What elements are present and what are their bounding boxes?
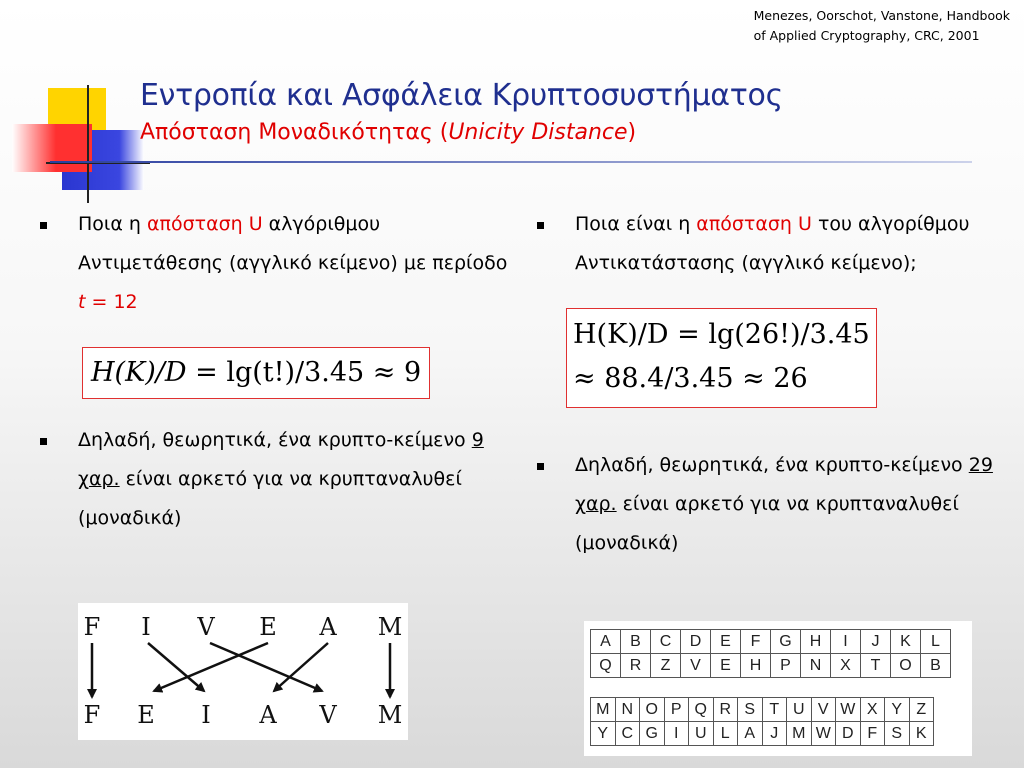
right-formula-line-1: H(K)/D = lg(26!)/3.45 xyxy=(573,319,870,350)
right-formula xyxy=(566,308,877,408)
top-letter-2: I xyxy=(141,613,151,641)
right-a-underlined: 29 χαρ. xyxy=(575,454,993,515)
substitution-table-1 xyxy=(590,629,951,678)
left-formula-lhs: H(K)/D xyxy=(91,357,187,388)
table-cell: E xyxy=(711,654,741,678)
table-cell: O xyxy=(640,698,665,722)
left-a-post: είναι αρκετό για να κρυπταναλυθεί (μοναδικά) xyxy=(78,468,462,529)
left-q-pre: Ποια η xyxy=(78,213,147,235)
table-cell: A xyxy=(591,630,621,654)
table-cell: I xyxy=(664,722,689,746)
table-cell: H xyxy=(801,630,831,654)
table-cell: L xyxy=(921,630,951,654)
arrow-i xyxy=(148,643,204,691)
table-cell: W xyxy=(836,698,861,722)
table-cell: P xyxy=(664,698,689,722)
table-cell: R xyxy=(713,698,738,722)
top-letter-3: V xyxy=(197,613,215,641)
table-cell: Q xyxy=(591,654,621,678)
table-cell: M xyxy=(591,698,616,722)
left-q-highlight: απόσταση U xyxy=(147,213,263,235)
left-column xyxy=(40,205,520,538)
right-a-pre: Δηλαδή, θεωρητικά, ένα κρυπτο-κείμενο xyxy=(575,454,969,476)
table-cell: I xyxy=(831,630,861,654)
table-cell: C xyxy=(615,722,640,746)
table-cell: X xyxy=(831,654,861,678)
table-row xyxy=(591,698,934,722)
top-letter-1: F xyxy=(83,613,101,641)
bottom-letter-5: V xyxy=(319,701,337,729)
left-formula xyxy=(82,347,430,399)
top-letter-4: E xyxy=(259,613,277,641)
table-cell: J xyxy=(762,722,787,746)
table-cell: B xyxy=(621,630,651,654)
table-cell: U xyxy=(689,722,714,746)
substitution-table-2 xyxy=(590,697,934,746)
table-cell: W xyxy=(811,722,836,746)
arrow-a xyxy=(274,643,328,691)
right-formula-line-2: ≈ 88.4/3.45 ≈ 26 xyxy=(573,363,808,394)
table-cell: O xyxy=(891,654,921,678)
left-q-t-value: = 12 xyxy=(85,291,138,313)
slide-title: Εντροπία και Ασφάλεια Κρυπτοσυστήματος xyxy=(140,78,783,113)
transposition-diagram xyxy=(78,603,408,740)
substitution-figure xyxy=(584,621,972,756)
right-bullet-answer xyxy=(537,446,997,563)
table-cell: E xyxy=(711,630,741,654)
table-row xyxy=(591,630,951,654)
table-cell: K xyxy=(891,630,921,654)
table-cell: S xyxy=(885,722,910,746)
table-cell: S xyxy=(738,698,763,722)
left-a-underlined: 9 χαρ. xyxy=(78,429,484,490)
table-cell: F xyxy=(741,630,771,654)
subtitle-main: Απόσταση Μοναδικότητας ( xyxy=(140,120,449,145)
top-letter-5: A xyxy=(319,613,337,641)
table-row xyxy=(591,722,934,746)
subtitle-italic: Unicity Distance xyxy=(448,120,628,145)
left-formula-rhs: lg(t!)/3.45 ≈ 9 xyxy=(226,357,422,388)
bottom-letter-6: M xyxy=(377,701,403,729)
right-q-highlight: απόσταση U xyxy=(696,213,812,235)
right-a-post: είναι αρκετό για να κρυπταναλυθεί (μοναδικά) xyxy=(575,493,959,554)
table-cell: K xyxy=(909,722,934,746)
table-cell: V xyxy=(681,654,711,678)
left-q-post: αλγόριθμου Αντιμετάθεσης (αγγλικό κείμενο) με περίοδο xyxy=(78,213,508,274)
slide-subtitle xyxy=(140,120,636,145)
table-cell: T xyxy=(861,654,891,678)
table-cell: J xyxy=(861,630,891,654)
table-cell: Z xyxy=(651,654,681,678)
table-cell: F xyxy=(860,722,885,746)
table-cell: Z xyxy=(909,698,934,722)
table-cell: N xyxy=(615,698,640,722)
table-cell: G xyxy=(640,722,665,746)
top-letter-6: M xyxy=(377,613,403,641)
table-cell: C xyxy=(651,630,681,654)
bottom-letter-3: I xyxy=(201,701,211,729)
table-cell: H xyxy=(741,654,771,678)
left-q-t-var: t xyxy=(78,291,86,313)
citation-line-2: of Applied Cryptography, CRC, 2001 xyxy=(753,28,980,43)
table-cell: A xyxy=(738,722,763,746)
left-formula-eq: = xyxy=(186,357,227,388)
table-cell: U xyxy=(787,698,812,722)
right-bullet-question xyxy=(537,205,997,283)
arrow-e xyxy=(154,643,268,691)
table-cell: V xyxy=(811,698,836,722)
left-bullet-answer xyxy=(40,421,520,538)
table-cell: Y xyxy=(591,722,616,746)
title-divider xyxy=(50,161,972,163)
arrow-v xyxy=(210,643,322,691)
subtitle-close: ) xyxy=(627,120,637,145)
table-cell: P xyxy=(771,654,801,678)
table-cell: R xyxy=(621,654,651,678)
bottom-letter-1: F xyxy=(83,701,101,729)
table-cell: Q xyxy=(689,698,714,722)
table-row xyxy=(591,654,951,678)
table-cell: Y xyxy=(885,698,910,722)
bottom-letter-4: A xyxy=(259,701,277,729)
table-cell: T xyxy=(762,698,787,722)
table-cell: N xyxy=(801,654,831,678)
right-column xyxy=(537,205,997,563)
table-cell: L xyxy=(713,722,738,746)
right-q-post: του αλγορίθμου Αντικατάστασης (αγγλικό κείμενο); xyxy=(575,213,970,274)
table-cell: B xyxy=(921,654,951,678)
table-cell: M xyxy=(787,722,812,746)
table-cell: D xyxy=(681,630,711,654)
bottom-letter-2: E xyxy=(137,701,155,729)
transposition-figure xyxy=(78,603,408,740)
left-bullet-question xyxy=(40,205,520,322)
left-a-pre: Δηλαδή, θεωρητικά, ένα κρυπτο-κείμενο xyxy=(78,429,472,451)
right-q-pre: Ποια είναι η xyxy=(575,213,697,235)
table-cell: D xyxy=(836,722,861,746)
table-cell: G xyxy=(771,630,801,654)
table-cell: X xyxy=(860,698,885,722)
citation xyxy=(754,6,1010,46)
citation-line-1: Menezes, Oorschot, Vanstone, Handbook xyxy=(753,8,1010,23)
decorative-squares-logo xyxy=(0,0,150,210)
